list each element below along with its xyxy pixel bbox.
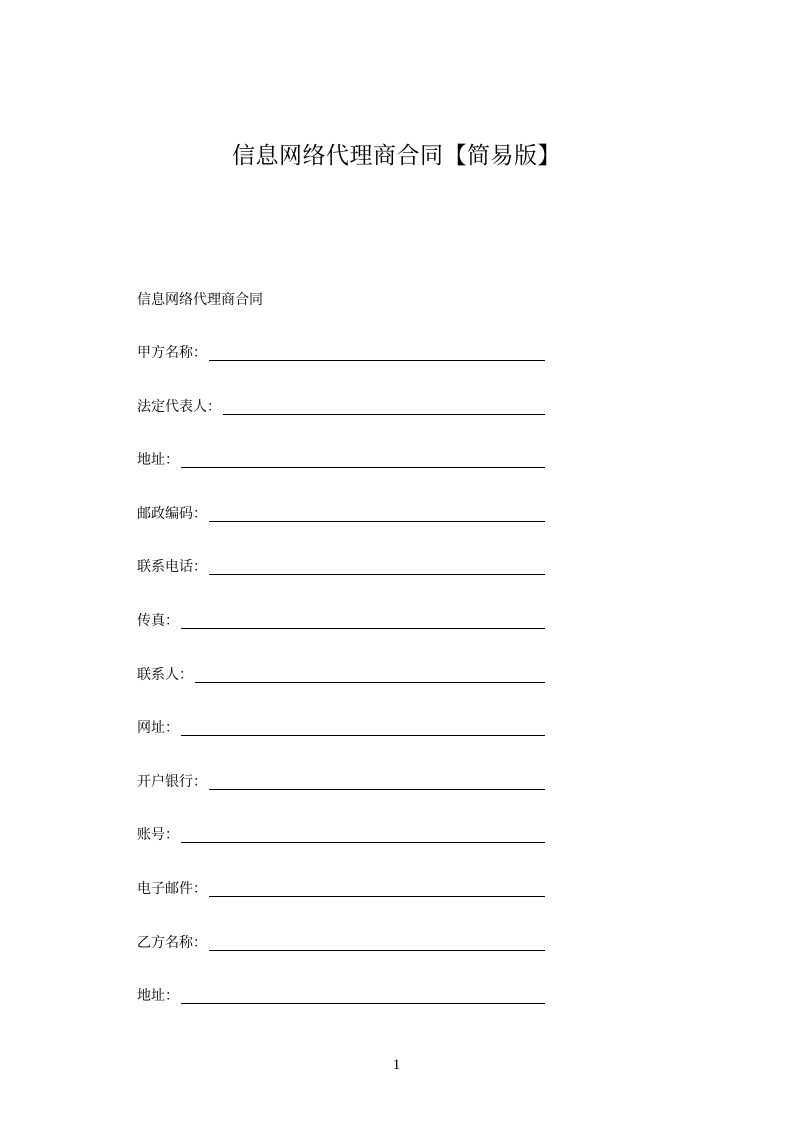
field-label: 开户银行： <box>137 773 207 790</box>
field-phone <box>137 558 545 576</box>
field-address <box>137 451 545 469</box>
field-label: 乙方名称： <box>137 934 207 951</box>
field-label: 网址： <box>137 720 179 737</box>
blank-fill-line[interactable] <box>181 628 545 629</box>
field-bank <box>137 773 545 791</box>
field-label: 法定代表人： <box>137 398 221 415</box>
field-label: 联系电话： <box>137 559 207 576</box>
form-fields <box>137 344 545 1041</box>
field-website <box>137 719 545 737</box>
blank-fill-line[interactable] <box>209 896 545 897</box>
field-label: 甲方名称： <box>137 345 207 361</box>
blank-fill-line[interactable] <box>181 842 545 843</box>
blank-fill-line[interactable] <box>181 467 545 468</box>
field-fax <box>137 612 545 630</box>
field-party-b-name <box>137 934 545 952</box>
blank-fill-line[interactable] <box>209 360 545 361</box>
blank-fill-line[interactable] <box>181 735 545 736</box>
blank-fill-line[interactable] <box>209 521 545 522</box>
field-party-a-name <box>137 344 545 362</box>
field-email <box>137 880 545 898</box>
contract-heading: 信息网络代理商合同 <box>137 292 263 308</box>
field-legal-representative <box>137 398 545 416</box>
page-number: 1 <box>392 1057 401 1073</box>
blank-fill-line[interactable] <box>209 950 545 951</box>
blank-fill-line[interactable] <box>223 414 545 415</box>
blank-fill-line[interactable] <box>209 574 545 575</box>
field-label: 联系人： <box>137 666 193 683</box>
blank-fill-line[interactable] <box>195 682 545 683</box>
field-label: 邮政编码： <box>137 505 207 522</box>
field-party-b-address <box>137 987 545 1005</box>
field-account <box>137 826 545 844</box>
field-contact-person <box>137 666 545 684</box>
field-label: 地址： <box>137 452 179 469</box>
blank-fill-line[interactable] <box>181 1003 545 1004</box>
document-title: 信息网络代理商合同【简易版】 <box>232 143 561 169</box>
blank-fill-line[interactable] <box>209 789 545 790</box>
field-label: 地址： <box>137 988 179 1005</box>
field-label: 账号： <box>137 827 179 844</box>
field-postal-code <box>137 505 545 523</box>
field-label: 电子邮件： <box>137 880 207 897</box>
field-label: 传真： <box>137 612 179 629</box>
